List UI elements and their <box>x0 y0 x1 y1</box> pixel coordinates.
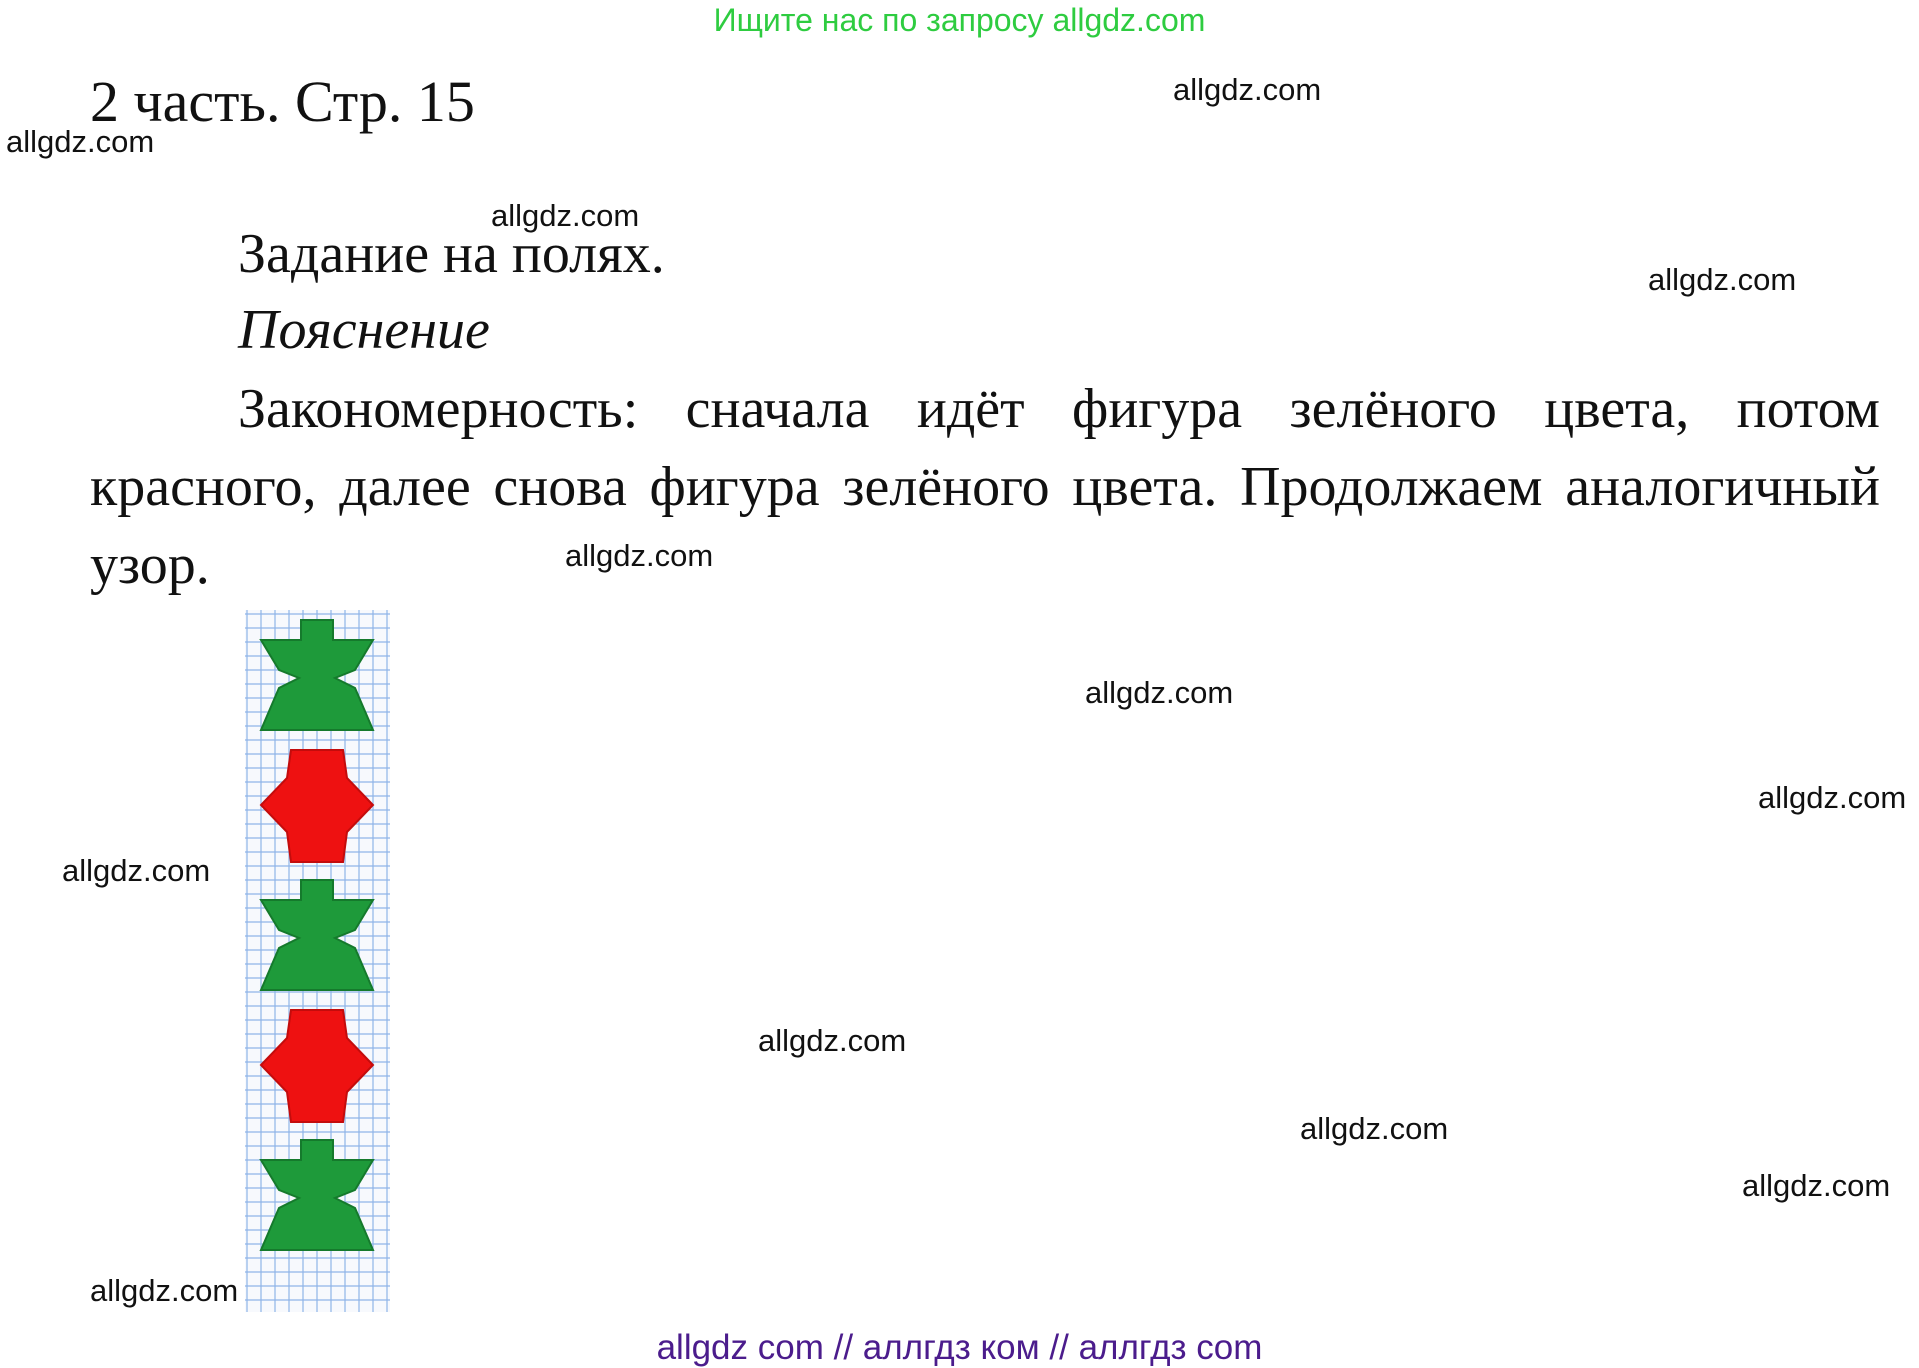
watermark: allgdz.com <box>1085 675 1234 710</box>
task-title: Задание на полях. <box>238 223 665 285</box>
watermark: allgdz.com <box>758 1023 907 1058</box>
watermark: allgdz.com <box>1300 1111 1449 1146</box>
watermark: allgdz.com <box>6 124 155 159</box>
watermark: allgdz.com <box>491 198 640 233</box>
explanation-paragraph: Закономерность: сначала идёт фигура зелёного цвета, потом красного, далее снова фигура зелёного цвета. Продолжаем аналогичный узор. <box>90 378 1880 596</box>
watermark: allgdz.com <box>1758 780 1907 815</box>
footer-links[interactable]: allgdz com // аллгдз ком // аллгдз com <box>656 1328 1263 1367</box>
watermark: allgdz.com <box>90 1273 239 1308</box>
pattern-figure <box>245 610 390 1312</box>
watermark: allgdz.com <box>565 538 714 573</box>
watermark: allgdz.com <box>1742 1168 1891 1203</box>
watermark: allgdz.com <box>1173 72 1322 107</box>
page-heading: 2 часть. Стр. 15 <box>90 69 475 134</box>
explanation-label: Пояснение <box>238 299 490 361</box>
watermark: allgdz.com <box>1648 262 1797 297</box>
watermark: allgdz.com <box>62 853 211 888</box>
site-banner[interactable]: Ищите нас по запросу allgdz.com <box>713 2 1206 38</box>
